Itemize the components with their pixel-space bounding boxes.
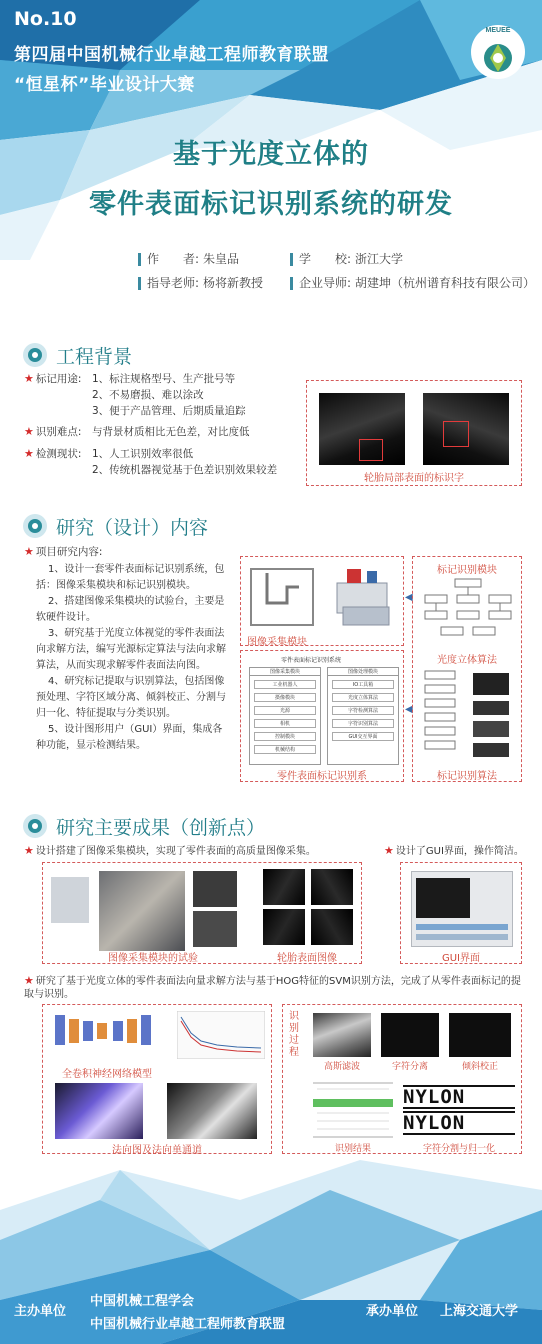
process-label: 识别过程 <box>289 1011 299 1058</box>
tire-image-2 <box>423 393 509 465</box>
rig-caption: 图像采集模块的试验 <box>108 953 198 964</box>
result-text: 设计了GUI界面，操作简洁。 <box>395 846 524 857</box>
nylon-text-1: NYLON <box>403 1085 515 1109</box>
highlight-box <box>443 421 469 447</box>
item-line: 与背景材质相比无色差，对比度低 <box>92 426 250 438</box>
item-label: 标记用途: <box>35 373 82 385</box>
network-caption: 全卷积神经网络模型 <box>62 1069 152 1080</box>
tire-caption: 轮胎局部表面的标识字 <box>364 473 464 484</box>
poster-number: No.10 <box>14 8 77 30</box>
author-info <box>138 250 239 267</box>
diagram-right-group <box>327 667 399 765</box>
school-label: 学 校: <box>299 252 352 266</box>
project-title-line1: 基于光度立体的 <box>173 139 369 170</box>
research-paragraph: 2、搭建图像采集模块的试验台，主要是软硬件设计。 <box>36 596 225 623</box>
host-org-2: 中国机械行业卓越工程师教育联盟 <box>90 1317 286 1332</box>
school-info <box>290 250 403 267</box>
host-label: 主办单位 <box>14 1304 67 1319</box>
gui-toolbar <box>416 934 508 940</box>
project-title-line2: 零件表面标记识别系统的研发 <box>89 189 453 220</box>
system-caption: 零件表面标记识别系 <box>277 771 367 782</box>
arrow-left-icon: ◀ <box>405 704 413 715</box>
heading-text: 项目研究内容: <box>35 546 103 558</box>
star-icon: ★ <box>24 844 34 857</box>
recognition-algo-caption: 标记识别算法 <box>437 771 497 782</box>
diagram-node: IO工具箱 <box>332 680 394 689</box>
diagram-node: 光源 <box>254 706 316 715</box>
deskew-image <box>449 1013 511 1057</box>
rig-detail-2 <box>193 911 237 947</box>
section-title-background: 工程背景 <box>56 346 133 368</box>
section-title-research: 研究（设计）内容 <box>56 517 209 539</box>
robot-image <box>51 877 89 923</box>
host-org-1: 中国机械工程学会 <box>90 1294 195 1309</box>
research-paragraph: 3、研究基于光度立体视觉的零件表面法向求解方法，编写光源标定算法与法向求解算法，从而实现求解零件表面法向图。 <box>36 628 226 671</box>
item-line: 3、便于产品管理、后期质量追踪 <box>92 405 246 417</box>
loss-curve <box>177 1011 265 1059</box>
normal-caption: 法向图及法向单通道 <box>112 1145 202 1156</box>
rig-detail-1 <box>193 871 237 907</box>
star-icon: ★ <box>24 974 34 987</box>
gaussian-image <box>313 1013 371 1057</box>
result-text: 研究了基于光度立体的零件表面法向量求解方法与基于HOG特征的SVM识别方法，完成了从零件表面标记的提取与识别。 <box>24 976 521 1000</box>
result-text: 设计搭建了图像采集模块，实现了零件表面的高质量图像采集。 <box>35 846 316 857</box>
system-diagram-box <box>240 650 404 782</box>
normal-channel-image <box>167 1083 257 1139</box>
normal-map-image <box>55 1083 143 1139</box>
diagram-node: 工业机器人 <box>254 680 316 689</box>
author-name: 朱皇品 <box>203 252 240 266</box>
tire-image-box <box>306 380 522 486</box>
diagram-node: 图像处理模块 <box>328 668 398 676</box>
item-line: 2、不易磨损、难以涂改 <box>92 389 204 401</box>
nylon-text-2: NYLON <box>403 1111 515 1135</box>
result-caption: 识别结果 <box>334 1144 371 1154</box>
tire-surface-2 <box>311 869 353 905</box>
process-step: 高斯滤波 <box>323 1062 360 1072</box>
capture-rig-drawing <box>247 563 397 633</box>
advisor-label: 指导老师: <box>147 276 200 290</box>
photometric-caption: 光度立体算法 <box>437 655 497 666</box>
section-gear-icon <box>20 811 50 841</box>
capture-results-box <box>42 862 362 964</box>
diagram-node: 光度立体算法 <box>332 693 394 702</box>
bg-item-purpose <box>24 371 294 417</box>
star-icon: ★ <box>24 372 34 385</box>
tire-surface-3 <box>263 909 305 945</box>
gui-toolbar <box>416 924 508 930</box>
star-icon: ★ <box>24 425 34 438</box>
tire-image-1 <box>319 393 405 465</box>
result-item-algorithm <box>24 974 524 1001</box>
star-icon: ★ <box>384 844 394 857</box>
research-heading <box>24 544 102 560</box>
arrow-left-icon: ◀ <box>405 592 413 603</box>
diagram-node: 机械结构 <box>254 745 316 754</box>
research-paragraph: 5、设计图形用户（GUI）界面，集成各种功能，显示检测结果。 <box>36 724 223 751</box>
meuee-logo <box>468 18 528 88</box>
header-background <box>0 0 542 260</box>
tire-surface-1 <box>263 869 305 905</box>
diagram-node: 字符识别算法 <box>332 719 394 728</box>
organizer-label: 承办单位 <box>366 1304 419 1319</box>
competition-subtitle: “恒星杯”毕业设计大赛 <box>14 75 195 95</box>
advisor-info <box>138 274 263 291</box>
recognition-results-box <box>282 1004 522 1154</box>
diagram-node: 控制模块 <box>254 732 316 741</box>
nylon-result <box>403 1085 515 1135</box>
competition-title: 第四届中国机械行业卓越工程师教育联盟 <box>14 45 329 65</box>
author-label: 作 者: <box>147 252 200 266</box>
result-table <box>313 1073 393 1139</box>
bg-item-difficulty <box>24 424 294 440</box>
school-name: 浙江大学 <box>355 252 404 266</box>
diagram-node: 图像采集模块 <box>250 668 320 676</box>
research-paragraph: 4、研究标记提取与识别算法，包括图像预处理、字符区域分离、倾斜校正、分割与归一化、特征提取与分类识别。 <box>36 676 226 719</box>
research-paragraphs <box>36 562 232 754</box>
star-icon: ★ <box>24 545 34 558</box>
flowchart-drawing <box>421 577 515 647</box>
company-label: 企业导师: <box>299 276 352 290</box>
item-line: 2、传统机器视觉基于色差识别效果较差 <box>92 464 278 476</box>
item-label: 识别难点: <box>35 426 82 438</box>
result-item-gui <box>384 843 524 860</box>
diagram-left-group <box>249 667 321 765</box>
capture-module-caption: 图像采集模块 <box>247 637 307 648</box>
advisor-name: 杨将新教授 <box>203 276 264 290</box>
recognition-box <box>412 556 522 782</box>
gui-image-pane <box>416 878 470 918</box>
star-icon: ★ <box>24 447 34 460</box>
diagram-node: 字符检测算法 <box>332 706 394 715</box>
highlight-box <box>359 439 383 461</box>
recognition-module-caption: 标记识别模块 <box>437 565 497 576</box>
process-step: 字符分离 <box>391 1062 428 1072</box>
gui-caption: GUI界面 <box>441 953 481 964</box>
capture-module-box <box>240 556 404 646</box>
diagram-node: 相机 <box>254 719 316 728</box>
network-box <box>42 1004 272 1154</box>
item-label: 检测现状: <box>35 448 82 460</box>
recognition-flow-drawing <box>421 669 515 765</box>
organizer-name: 上海交通大学 <box>440 1304 519 1319</box>
gui-box <box>400 862 522 964</box>
process-step: 倾斜校正 <box>461 1062 498 1072</box>
diagram-node: 摄像模块 <box>254 693 316 702</box>
diagram-node: GUI交互界面 <box>332 732 394 741</box>
item-line: 1、人工识别效率很低 <box>92 448 194 460</box>
rig-photo <box>99 871 185 951</box>
company-info <box>290 274 535 291</box>
item-line: 1、标注规格型号、生产批号等 <box>92 373 236 385</box>
bg-item-status <box>24 446 294 476</box>
tire-surface-4 <box>311 909 353 945</box>
diagram-title: 零件表面标记识别系统 <box>281 657 342 664</box>
tire-surface-caption: 轮胎表面图像 <box>277 953 337 964</box>
result-item-capture <box>24 843 316 860</box>
company-name: 胡建坤（杭州谱育科技有限公司） <box>355 276 536 290</box>
section-gear-icon <box>20 511 50 541</box>
segmentation-caption: 字符分割与归一化 <box>422 1144 495 1154</box>
separation-image <box>381 1013 439 1057</box>
research-paragraph: 1、设计一套零件表面标记识别系统，包括：图像采集模块和标记识别模块。 <box>36 564 225 591</box>
gui-screenshot <box>411 871 513 947</box>
section-gear-icon <box>20 340 50 370</box>
section-title-results: 研究主要成果（创新点） <box>56 817 266 839</box>
network-diagram <box>51 1011 171 1053</box>
svg-text:MEUEE: MEUEE <box>485 27 511 34</box>
